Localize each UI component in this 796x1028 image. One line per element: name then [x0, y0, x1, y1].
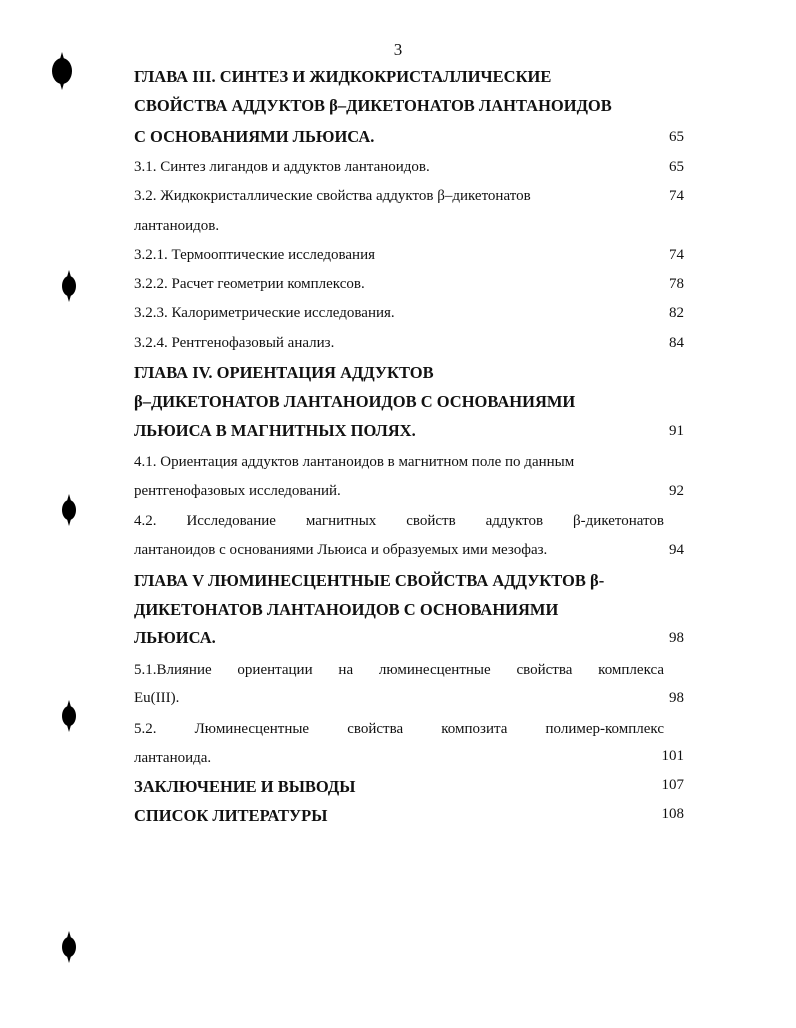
chapter-4-heading: β–ДИКЕТОНАТОВ ЛАНТАНОИДОВ С ОСНОВАНИЯМИ — [134, 392, 576, 411]
toc-page: 94 — [669, 542, 684, 558]
references-heading: СПИСОК ЛИТЕРАТУРЫ — [134, 806, 328, 825]
chapter-4-page: 91 — [669, 423, 684, 439]
chapter-4-heading: ГЛАВА IV. ОРИЕНТАЦИЯ АДДУКТОВ — [134, 363, 434, 382]
chapter-3-page: 65 — [669, 129, 684, 145]
conclusion-heading: ЗАКЛЮЧЕНИЕ И ВЫВОДЫ — [134, 777, 356, 796]
toc-entry: Eu(III). — [134, 690, 180, 706]
toc-page: 82 — [669, 305, 684, 321]
toc-entry: 3.2.3. Калориметрические исследования. — [134, 305, 395, 321]
chapter-4-heading: ЛЬЮИСА В МАГНИТНЫХ ПОЛЯХ. — [134, 421, 416, 440]
toc-entry: 4.1. Ориентация аддуктов лантаноидов в магнитном поле по данным — [134, 454, 575, 470]
toc-page: 98 — [669, 690, 684, 706]
toc-page: 84 — [669, 335, 684, 351]
chapter-5-heading: ГЛАВА V ЛЮМИНЕСЦЕНТНЫЕ СВОЙСТВА АДДУКТОВ β- — [134, 571, 605, 590]
chapter-3-heading: СВОЙСТВА АДДУКТОВ β–ДИКЕТОНАТОВ ЛАНТАНОИДОВ — [134, 96, 612, 115]
binder-hole-icon — [62, 500, 76, 520]
toc-page: 78 — [669, 276, 684, 292]
toc-entry: 3.2.2. Расчет геометрии комплексов. — [134, 276, 365, 292]
toc-entry: лантаноидов. — [134, 218, 220, 234]
toc-entry: лантаноида. — [134, 750, 212, 766]
toc-entry: 4.2. Исследование магнитных свойств аддуктов β-дикетонатов — [134, 513, 664, 529]
toc-entry: 3.1. Синтез лигандов и аддуктов лантаноидов. — [134, 159, 430, 175]
chapter-3-heading: С ОСНОВАНИЯМИ ЛЬЮИСА. — [134, 127, 375, 146]
toc-entry: 5.2. Люминесцентные свойства композита полимер-комплекс — [134, 721, 664, 737]
toc-page: 65 — [669, 159, 684, 175]
binder-hole-icon — [62, 276, 76, 296]
page-number: 3 — [393, 40, 403, 59]
conclusion-page: 107 — [661, 777, 684, 793]
chapter-5-heading: ЛЬЮИСА. — [134, 628, 216, 647]
references-page: 108 — [661, 806, 684, 822]
toc-page: 101 — [661, 748, 684, 764]
chapter-5-page: 98 — [669, 630, 684, 646]
toc-entry: 3.2.4. Рентгенофазовый анализ. — [134, 335, 335, 351]
toc-entry: 3.2. Жидкокристаллические свойства аддуктов β–дикетонатов — [134, 188, 531, 204]
toc-page: 74 — [669, 188, 684, 204]
toc-entry: лантаноидов с основаниями Льюиса и образуемых ими мезофаз. — [134, 542, 548, 558]
toc-entry: 5.1.Влияние ориентации на люминесцентные свойства комплекса — [134, 662, 664, 678]
toc-entry: 3.2.1. Термооптические исследования — [134, 247, 375, 263]
binder-hole-icon — [52, 58, 72, 84]
chapter-5-heading: ДИКЕТОНАТОВ ЛАНТАНОИДОВ С ОСНОВАНИЯМИ — [134, 600, 559, 619]
toc-entry: рентгенофазовых исследований. — [134, 483, 341, 499]
binder-hole-icon — [62, 706, 76, 726]
binder-hole-icon — [62, 937, 76, 957]
chapter-3-heading: ГЛАВА III. СИНТЕЗ И ЖИДКОКРИСТАЛЛИЧЕСКИЕ — [134, 67, 552, 86]
toc-page: 92 — [669, 483, 684, 499]
toc-page: 74 — [669, 247, 684, 263]
